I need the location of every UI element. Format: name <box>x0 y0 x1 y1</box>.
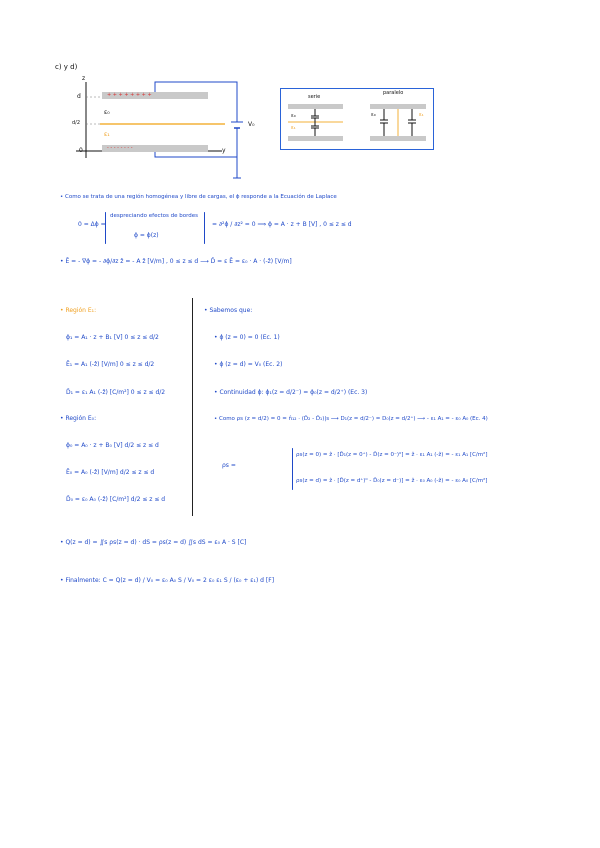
rhos-label: ρs = <box>222 462 236 469</box>
region0-title: • Región E₀: <box>60 415 97 422</box>
condition-3: • Continuidad ϕ: ϕ₁(z = d/2⁻) = ϕ₀(z = d/2⁺) (Ec. 3) <box>214 389 368 396</box>
rhos-brace <box>292 448 293 490</box>
laplace-brace-right <box>204 212 205 244</box>
region1-title: • Región E₁: <box>60 307 97 314</box>
charge-equation: • Q(z = d) = ∬s ρs(z = d) · dS = ρs(z = d) ∬s dS = ε₀ A · S [C] <box>60 539 247 546</box>
y-axis-label: y <box>222 147 226 154</box>
region1-dfield: D̄₁ = ε₁ A₁ (-ẑ) [C/m²] 0 ≤ z ≤ d/2 <box>66 389 166 396</box>
zero-label: 0 <box>79 147 83 154</box>
rhos-at-zero: ρs(z = 0) = ẑ · [D̄₁(z = 0⁺) - D̄(z = 0⁻)⁰] = ẑ · ε₁ A₁ (-ẑ) = - ε₁ A₁ [C/m²] <box>296 452 488 458</box>
column-divider <box>192 298 193 516</box>
region1-efield: Ē₁ = A₁ (-ẑ) [V/m] 0 ≤ z ≤ d/2 <box>66 361 155 368</box>
paralelo-label: paralelo <box>383 90 404 96</box>
d-label: d <box>77 93 81 100</box>
condition-4: • Como ρs (z = d/2) = 0 = n̂₁₂ · (D̄₂ - D̄₁)|s ⟶ D₁(z = d/2⁻) = D₀(z = d/2⁺) ⟶ - ε₁ A₁ = - ε₀ A₀ (Ec. 4) <box>214 416 488 422</box>
region0-phi: ϕ₀ = A₀ · z + B₀ [V] d/2 ≤ z ≤ d <box>66 442 159 449</box>
efield-equation: • Ē = - ∇ϕ = - ∂ϕ/∂z ẑ = - A ẑ [V/m] , 0 ≤ z ≤ d ⟶ D̄ = ε Ē = ε₀ · A · (-ẑ) [V/m] <box>60 258 292 265</box>
phi-of-z: ϕ = ϕ(z) <box>134 232 159 239</box>
capacitance-final: • Finalmente: C = Q(z = d) / V₀ = ε₀ A₀ S / V₀ = 2 ε₀ ε₁ S / (ε₀ + ε₁) d [F] <box>60 577 275 584</box>
serie-label: serie <box>308 94 321 100</box>
despreciando-bordes: despreciando efectos de bordes <box>110 213 199 219</box>
serie-eps0: ε₀ <box>291 113 296 119</box>
d-half-label: d/2 <box>72 120 81 126</box>
laplace-equation: = ∂²ϕ / ∂z² = 0 ⟹ ϕ = A · z + B [V] , 0 ≤ z ≤ d <box>212 221 352 228</box>
v0-label: V₀ <box>248 121 255 128</box>
conditions-title: • Sabemos que: <box>204 307 253 314</box>
condition-1: • ϕ (z = 0) = 0 (Ec. 1) <box>214 334 280 341</box>
z-axis-label: z <box>82 75 86 82</box>
negative-charges: - - - - - - - - <box>107 145 133 151</box>
paralelo-eps1: ε₁ <box>419 112 424 118</box>
laplace-intro: • Como se trata de una región homogénea y libre de cargas, el ϕ responde a la Ecuación de Laplace <box>60 194 337 200</box>
paralelo-eps0: ε₀ <box>371 112 376 118</box>
rhos-at-d: ρs(z = d) = ẑ · [D̄(z = d⁺)⁰ - D̄₀(z = d⁻)] = ẑ · ε₀ A₀ (-ẑ) = - ε₀ A₀ [C/m²] <box>296 478 488 484</box>
region1-phi: ϕ₁ = A₁ · z + B₁ [V] 0 ≤ z ≤ d/2 <box>66 334 159 341</box>
laplace-lhs: 0 = Δϕ = <box>78 221 106 228</box>
condition-2: • ϕ (z = d) = V₀ (Ec. 2) <box>214 361 283 368</box>
laplace-brace <box>105 212 106 244</box>
eps1-label: ε₁ <box>104 131 110 138</box>
section-heading: c) y d) <box>55 63 78 71</box>
positive-charges: + + + + + + + + <box>107 92 152 98</box>
region0-dfield: D̄₀ = ε₀ A₀ (-ẑ) [C/m²] d/2 ≤ z ≤ d <box>66 496 166 503</box>
eps0-label: ε₀ <box>104 109 110 116</box>
region0-efield: Ē₀ = A₀ (-ẑ) [V/m] d/2 ≤ z ≤ d <box>66 469 155 476</box>
serie-eps1: ε₁ <box>291 125 296 131</box>
